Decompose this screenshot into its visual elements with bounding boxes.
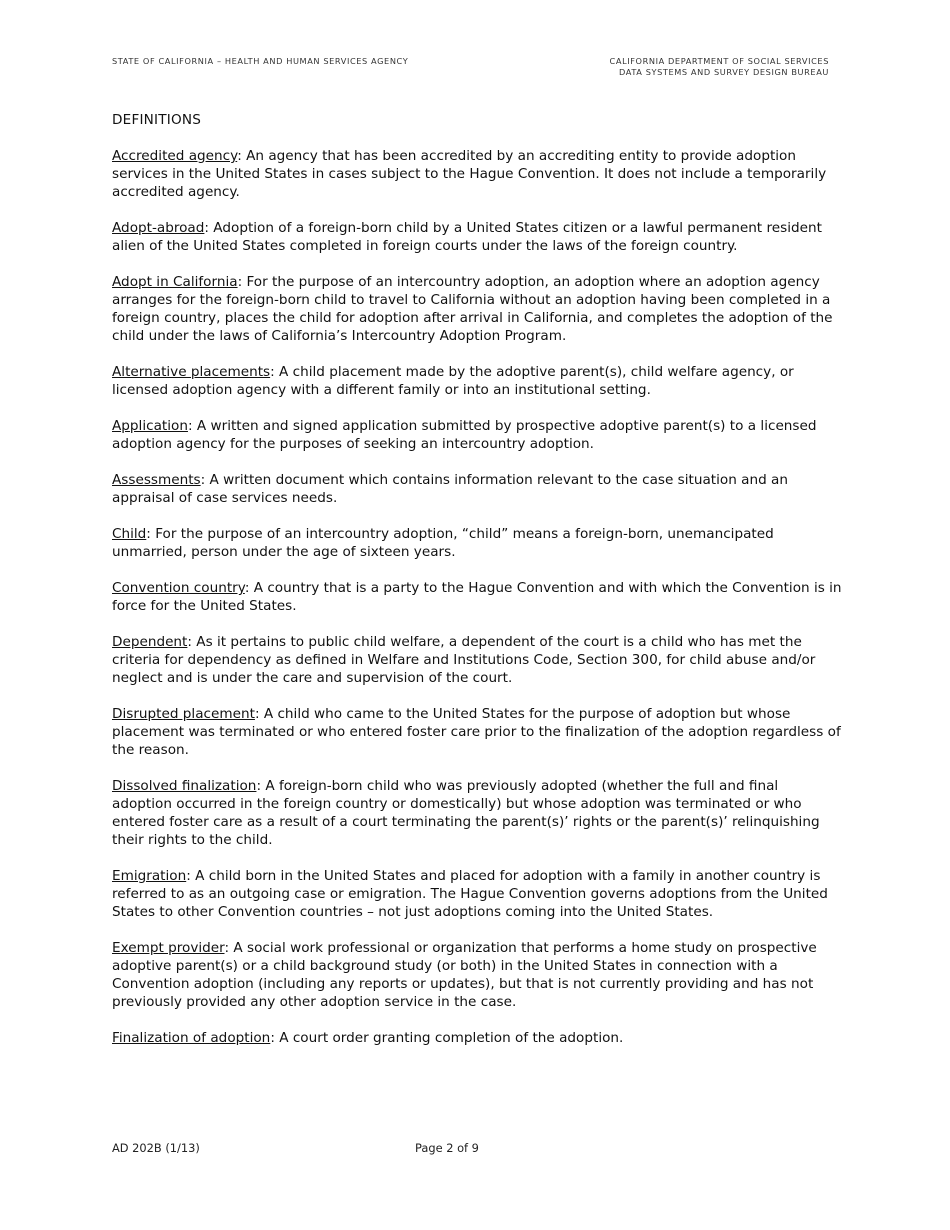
definition-term: Dissolved finalization [112,778,257,794]
department-header [610,56,829,78]
definition-text: : For the purpose of an intercountry adoption, an adoption where an adoption agency arranges for the foreign-born child to travel to California without an adoption having been completed in a foreign country, places the child for adoption after arrival in California, and completes the adoption of the child under the laws of California’s Intercountry Adoption Program. [112,274,833,344]
form-number: AD 202B (1/13) [112,1141,200,1155]
definition-text: : A social work professional or organization that performs a home study on prospective adoptive parent(s) or a child background study (or both) in the United States in connection with a Convention adoption (including any reports or updates), but that is not currently providing and has not previously provided any other adoption service in the case. [112,940,817,1010]
definition-text: : A child who came to the United States for the purpose of adoption but whose placement was terminated or who entered foster care prior to the finalization of the adoption regardless of the reason. [112,706,841,758]
definition-term: Child [112,526,147,542]
definition-text: : A foreign-born child who was previously adopted (whether the full and final adoption occurred in the foreign country or domestically) but whose adoption was terminated or who entered foster care as a result of a court terminating the parent(s)’ rights or the parent(s)’ relinquishing their rights to the child. [112,778,820,848]
definition-term: Exempt provider [112,940,225,956]
definition-text: : Adoption of a foreign-born child by a United States citizen or a lawful permanent resident alien of the United States completed in foreign courts under the laws of the foreign country. [112,220,822,254]
definition-term: Adopt in California [112,274,238,290]
page-number: Page 2 of 9 [415,1141,479,1155]
agency-header: STATE OF CALIFORNIA – HEALTH AND HUMAN SERVICES AGENCY [112,56,409,66]
definition-text: : A child placement made by the adoptive parent(s), child welfare agency, or licensed adoption agency with a different family or into an institutional setting. [112,364,794,398]
definition-term: Assessments [112,472,201,488]
definition-term: Accredited agency [112,148,238,164]
bureau-name: DATA SYSTEMS AND SURVEY DESIGN BUREAU [619,67,829,77]
definition-item [112,273,842,345]
definition-item [112,147,842,201]
definition-item [112,363,842,399]
definition-term: Disrupted placement [112,706,255,722]
section-title: DEFINITIONS [112,112,202,128]
definition-item [112,579,842,615]
definition-text: : A written document which contains information relevant to the case situation and an appraisal of case services needs. [112,472,788,506]
definition-term: Adopt-abroad [112,220,205,236]
definition-item [112,939,842,1011]
definition-item [112,471,842,507]
department-name: CALIFORNIA DEPARTMENT OF SOCIAL SERVICES [609,56,829,66]
definition-term: Emigration [112,868,187,884]
definition-item [112,633,842,687]
definition-item [112,525,842,561]
definition-text: : For the purpose of an intercountry adoption, “child” means a foreign-born, unemancipated unmarried, person under the age of sixteen years. [112,526,774,560]
definition-text: : A child born in the United States and placed for adoption with a family in another country is referred to as an outgoing case or emigration. The Hague Convention governs adoptions from the United States to other Convention countries – not just adoptions coming into the United States. [112,868,828,920]
definition-item [112,705,842,759]
definition-text: : An agency that has been accredited by an accrediting entity to provide adoption services in the United States in cases subject to the Hague Convention. It does not include a temporarily accredited agency. [112,148,827,200]
definition-text: : As it pertains to public child welfare, a dependent of the court is a child who has met the criteria for dependency as defined in Welfare and Institutions Code, Section 300, for child abuse and/or neglect and is under the care and supervision of the court. [112,634,816,686]
definition-term: Dependent [112,634,188,650]
definition-item [112,1029,842,1047]
definition-term: Convention country [112,580,245,596]
definition-text: : A written and signed application submitted by prospective adoptive parent(s) to a licensed adoption agency for the purposes of seeking an intercountry adoption. [112,418,817,452]
definition-item [112,417,842,453]
definition-item [112,777,842,849]
definition-term: Alternative placements [112,364,271,380]
definition-item [112,219,842,255]
definition-text: : A country that is a party to the Hague Convention and with which the Convention is in force for the United States. [112,580,842,614]
definition-term: Application [112,418,188,434]
definition-item [112,867,842,921]
definitions-section [112,111,842,1065]
definition-term: Finalization of adoption [112,1030,271,1046]
definition-text: : A court order granting completion of the adoption. [270,1030,624,1046]
